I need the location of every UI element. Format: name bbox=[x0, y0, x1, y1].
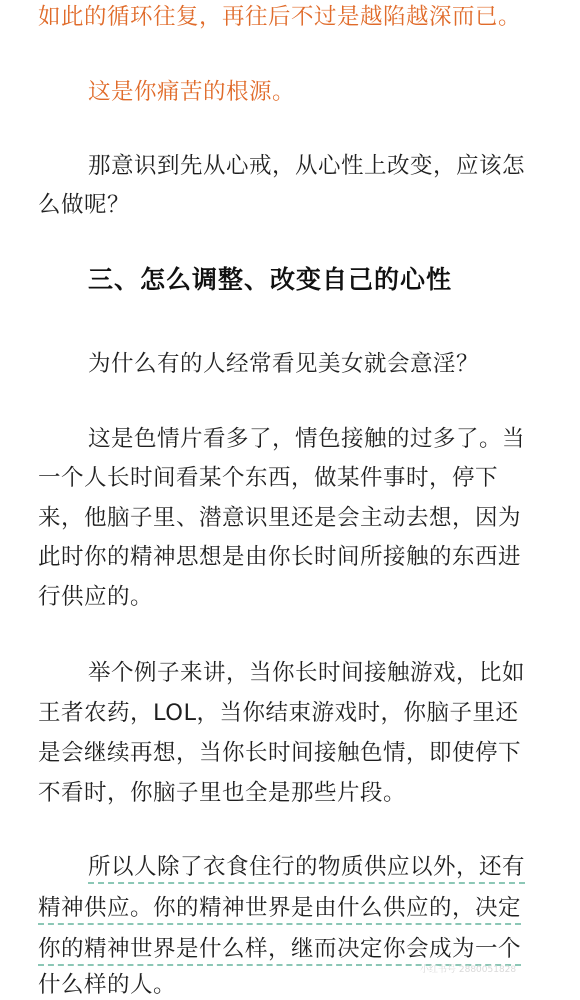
dashed-underline-text: 你的精神世界是什么样，继而决定你会成为一个 bbox=[38, 936, 521, 966]
paragraph-line: 这是你痛苦的根源。 bbox=[88, 79, 296, 105]
section-heading: 三、怎么调整、改变自己的心性 bbox=[88, 265, 453, 294]
paragraph-line: 此时你的精神思想是由你长时间所接触的东西进 bbox=[38, 544, 522, 570]
highlighted-line bbox=[38, 934, 521, 964]
paragraph-line: 是会继续再想，当你长时间接触色情，即使停下 bbox=[38, 740, 522, 766]
highlighted-line bbox=[38, 893, 521, 923]
paragraph-line: 什么样的人。 bbox=[38, 972, 177, 998]
paragraph-line: 王者农药，LOL，当你结束游戏时，你脑子里还 bbox=[38, 700, 519, 726]
dashed-underline-text: 所以人除了衣食住行的物质供应以外，还有 bbox=[88, 854, 525, 884]
paragraph-line: 行供应的。 bbox=[38, 584, 154, 610]
paragraph-line: 来，他脑子里、潜意识里还是会主动去想，因为 bbox=[38, 505, 522, 531]
watermark-text: 小红书号 2880051828 bbox=[420, 965, 517, 975]
paragraph-line: 这是色情片看多了，情色接触的过多了。当 bbox=[88, 426, 526, 452]
paragraph-line: 举个例子来讲，当你长时间接触游戏，比如 bbox=[88, 660, 526, 686]
paragraph-line: 如此的循环往复，再往后不过是越陷越深而已。 bbox=[38, 4, 522, 30]
paragraph-line: 不看时，你脑子里也全是那些片段。 bbox=[38, 780, 407, 806]
paragraph-line: 那意识到先从心戒，从心性上改变，应该怎 bbox=[88, 153, 526, 179]
dashed-underline-text: 精神供应。你的精神世界是由什么供应的，决定 bbox=[38, 895, 521, 925]
highlighted-line bbox=[88, 852, 525, 882]
paragraph-line: 一个人长时间看某个东西，做某件事时，停下 bbox=[38, 465, 499, 491]
paragraph-line: 么做呢？ bbox=[38, 192, 131, 218]
paragraph-line: 为什么有的人经常看见美女就会意淫？ bbox=[88, 351, 480, 377]
